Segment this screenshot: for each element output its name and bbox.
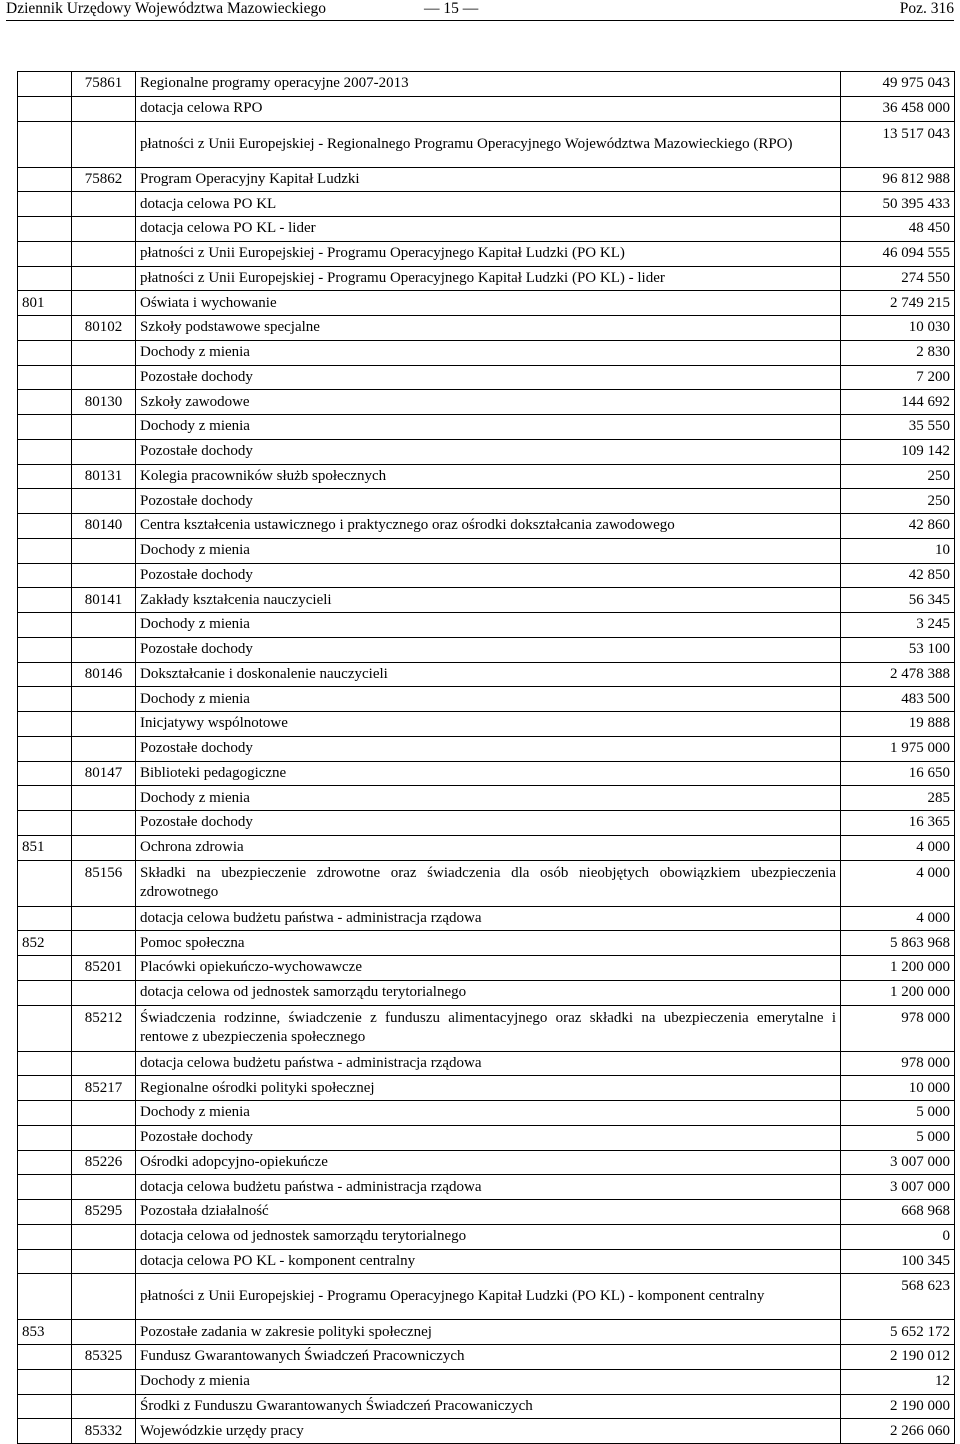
- chapter-code-cell: [72, 121, 136, 167]
- chapter-code-cell: [72, 365, 136, 390]
- chapter-code-cell: 85332: [72, 1419, 136, 1444]
- table-row: [18, 811, 955, 836]
- table-row: [18, 439, 955, 464]
- amount-cell: 483 500: [841, 687, 955, 712]
- chapter-code-cell: [72, 266, 136, 291]
- description-cell: Dochody z mienia: [136, 538, 841, 563]
- amount-cell: 10 030: [841, 316, 955, 341]
- section-code-cell: [18, 1369, 72, 1394]
- section-code-cell: [18, 96, 72, 121]
- amount-cell: 56 345: [841, 588, 955, 613]
- chapter-code-cell: [72, 1224, 136, 1249]
- table-row: [18, 365, 955, 390]
- description-cell: Oświata i wychowanie: [136, 291, 841, 316]
- amount-cell: 1 975 000: [841, 736, 955, 761]
- amount-cell: 5 863 968: [841, 931, 955, 956]
- description-cell: Kolegia pracowników służb społecznych: [136, 464, 841, 489]
- chapter-code-cell: [72, 1175, 136, 1200]
- section-code-cell: [18, 906, 72, 931]
- description-cell: Szkoły zawodowe: [136, 390, 841, 415]
- table-row: [18, 538, 955, 563]
- amount-cell: 16 365: [841, 811, 955, 836]
- chapter-code-cell: 85212: [72, 1005, 136, 1051]
- chapter-code-cell: [72, 637, 136, 662]
- section-code-cell: [18, 1150, 72, 1175]
- journal-title: Dziennik Urzędowy Województwa Mazowieckiego: [6, 0, 326, 17]
- table-row: [18, 906, 955, 931]
- amount-cell: 5 000: [841, 1101, 955, 1126]
- amount-cell: 12: [841, 1369, 955, 1394]
- section-code-cell: [18, 712, 72, 737]
- chapter-code-cell: [72, 1249, 136, 1274]
- table-row: [18, 736, 955, 761]
- chapter-code-cell: [72, 786, 136, 811]
- chapter-code-cell: 80140: [72, 514, 136, 539]
- amount-cell: 109 142: [841, 439, 955, 464]
- table-row: [18, 1369, 955, 1394]
- section-code-cell: [18, 390, 72, 415]
- table-row: [18, 1005, 955, 1051]
- table-row: [18, 1125, 955, 1150]
- table-row: [18, 712, 955, 737]
- section-code-cell: [18, 1249, 72, 1274]
- amount-cell: 5 652 172: [841, 1320, 955, 1345]
- description-cell: Pozostałe dochody: [136, 439, 841, 464]
- amount-cell: 274 550: [841, 266, 955, 291]
- amount-cell: 42 860: [841, 514, 955, 539]
- description-cell: dotacja celowa budżetu państwa - administracja rządowa: [136, 906, 841, 931]
- table-row: [18, 72, 955, 97]
- amount-cell: 4 000: [841, 835, 955, 860]
- description-cell: Dochody z mienia: [136, 687, 841, 712]
- description-cell: Ośrodki adopcyjno-opiekuńcze: [136, 1150, 841, 1175]
- table-row: [18, 860, 955, 906]
- section-code-cell: [18, 365, 72, 390]
- chapter-code-cell: [72, 1101, 136, 1126]
- section-code-cell: [18, 217, 72, 242]
- table-row: [18, 835, 955, 860]
- table-row: [18, 1150, 955, 1175]
- amount-cell: 4 000: [841, 906, 955, 931]
- amount-cell: 3 007 000: [841, 1150, 955, 1175]
- table-row: [18, 786, 955, 811]
- amount-cell: 3 245: [841, 613, 955, 638]
- section-code-cell: 851: [18, 835, 72, 860]
- chapter-code-cell: [72, 712, 136, 737]
- section-code-cell: [18, 1274, 72, 1320]
- description-cell: Ochrona zdrowia: [136, 835, 841, 860]
- description-cell: Pozostałe dochody: [136, 736, 841, 761]
- chapter-code-cell: [72, 931, 136, 956]
- table-row: [18, 1394, 955, 1419]
- table-row: [18, 217, 955, 242]
- description-cell: Dochody z mienia: [136, 340, 841, 365]
- amount-cell: 285: [841, 786, 955, 811]
- section-code-cell: [18, 588, 72, 613]
- chapter-code-cell: 80131: [72, 464, 136, 489]
- description-cell: Pozostałe dochody: [136, 489, 841, 514]
- table-row: [18, 167, 955, 192]
- table-row: [18, 761, 955, 786]
- chapter-code-cell: [72, 217, 136, 242]
- amount-cell: 10: [841, 538, 955, 563]
- chapter-code-cell: 85201: [72, 956, 136, 981]
- amount-cell: 2 830: [841, 340, 955, 365]
- chapter-code-cell: 85325: [72, 1345, 136, 1370]
- table-row: [18, 340, 955, 365]
- chapter-code-cell: [72, 291, 136, 316]
- description-cell: płatności z Unii Europejskiej - Regionalnego Programu Operacyjnego Województwa Mazowieckiego (RPO): [136, 121, 841, 167]
- description-cell: Dokształcanie i doskonalenie nauczycieli: [136, 662, 841, 687]
- section-code-cell: [18, 613, 72, 638]
- chapter-code-cell: [72, 340, 136, 365]
- table-row: [18, 956, 955, 981]
- chapter-code-cell: 85226: [72, 1150, 136, 1175]
- description-cell: Placówki opiekuńczo-wychowawcze: [136, 956, 841, 981]
- section-code-cell: [18, 121, 72, 167]
- amount-cell: 49 975 043: [841, 72, 955, 97]
- section-code-cell: [18, 1345, 72, 1370]
- description-cell: Pozostałe dochody: [136, 1125, 841, 1150]
- section-code-cell: [18, 538, 72, 563]
- section-code-cell: [18, 241, 72, 266]
- chapter-code-cell: [72, 1125, 136, 1150]
- amount-cell: 5 000: [841, 1125, 955, 1150]
- section-code-cell: [18, 514, 72, 539]
- table-row: [18, 1320, 955, 1345]
- section-code-cell: [18, 1224, 72, 1249]
- amount-cell: 100 345: [841, 1249, 955, 1274]
- table-row: [18, 931, 955, 956]
- section-code-cell: [18, 192, 72, 217]
- table-row: [18, 390, 955, 415]
- description-cell: dotacja celowa PO KL - lider: [136, 217, 841, 242]
- amount-cell: 144 692: [841, 390, 955, 415]
- section-code-cell: 852: [18, 931, 72, 956]
- table-row: [18, 1345, 955, 1370]
- chapter-code-cell: [72, 1369, 136, 1394]
- section-code-cell: [18, 1005, 72, 1051]
- description-cell: Środki z Funduszu Gwarantowanych Świadczeń Pracowaniczych: [136, 1394, 841, 1419]
- chapter-code-cell: [72, 736, 136, 761]
- amount-cell: 46 094 555: [841, 241, 955, 266]
- chapter-code-cell: 80130: [72, 390, 136, 415]
- amount-cell: 19 888: [841, 712, 955, 737]
- section-code-cell: [18, 736, 72, 761]
- section-code-cell: [18, 1394, 72, 1419]
- chapter-code-cell: [72, 563, 136, 588]
- table-row: [18, 613, 955, 638]
- description-cell: dotacja celowa budżetu państwa - administracja rządowa: [136, 1175, 841, 1200]
- chapter-code-cell: [72, 1051, 136, 1076]
- description-cell: Pozostałe zadania w zakresie polityki społecznej: [136, 1320, 841, 1345]
- amount-cell: 96 812 988: [841, 167, 955, 192]
- description-cell: Pozostałe dochody: [136, 365, 841, 390]
- chapter-code-cell: [72, 687, 136, 712]
- chapter-code-cell: [72, 1394, 136, 1419]
- table-row: [18, 514, 955, 539]
- description-cell: Dochody z mienia: [136, 415, 841, 440]
- chapter-code-cell: 80102: [72, 316, 136, 341]
- table-row: [18, 563, 955, 588]
- table-row: [18, 1051, 955, 1076]
- table-row: [18, 241, 955, 266]
- description-cell: Fundusz Gwarantowanych Świadczeń Pracowniczych: [136, 1345, 841, 1370]
- chapter-code-cell: [72, 96, 136, 121]
- description-cell: dotacja celowa od jednostek samorządu terytorialnego: [136, 980, 841, 1005]
- position-number: Poz. 316: [899, 0, 954, 17]
- chapter-code-cell: 80147: [72, 761, 136, 786]
- section-code-cell: [18, 167, 72, 192]
- description-cell: Regionalne ośrodki polityki społecznej: [136, 1076, 841, 1101]
- section-code-cell: [18, 662, 72, 687]
- description-cell: Regionalne programy operacyjne 2007-2013: [136, 72, 841, 97]
- section-code-cell: [18, 860, 72, 906]
- table-row: [18, 980, 955, 1005]
- description-cell: dotacja celowa RPO: [136, 96, 841, 121]
- amount-cell: 1 200 000: [841, 980, 955, 1005]
- chapter-code-cell: [72, 192, 136, 217]
- table-row: [18, 266, 955, 291]
- amount-cell: 4 000: [841, 860, 955, 906]
- chapter-code-cell: 75862: [72, 167, 136, 192]
- amount-cell: 2 190 000: [841, 1394, 955, 1419]
- description-cell: Świadczenia rodzinne, świadczenie z funduszu alimentacyjnego oraz składki na ubezpieczenia emerytalne i rentowe z ubezpieczenia społecznego: [136, 1005, 841, 1051]
- section-code-cell: [18, 340, 72, 365]
- section-code-cell: [18, 1051, 72, 1076]
- chapter-code-cell: 80146: [72, 662, 136, 687]
- amount-cell: 36 458 000: [841, 96, 955, 121]
- table-row: [18, 1224, 955, 1249]
- table-row: [18, 96, 955, 121]
- description-cell: dotacja celowa PO KL: [136, 192, 841, 217]
- description-cell: Pozostałe dochody: [136, 637, 841, 662]
- chapter-code-cell: [72, 811, 136, 836]
- description-cell: Centra kształcenia ustawicznego i praktycznego oraz ośrodki dokształcania zawodowego: [136, 514, 841, 539]
- description-cell: dotacja celowa PO KL - komponent centralny: [136, 1249, 841, 1274]
- amount-cell: 2 190 012: [841, 1345, 955, 1370]
- section-code-cell: [18, 761, 72, 786]
- section-code-cell: [18, 956, 72, 981]
- description-cell: Program Operacyjny Kapitał Ludzki: [136, 167, 841, 192]
- section-code-cell: [18, 1125, 72, 1150]
- amount-cell: 35 550: [841, 415, 955, 440]
- section-code-cell: [18, 1200, 72, 1225]
- amount-cell: 250: [841, 489, 955, 514]
- description-cell: płatności z Unii Europejskiej - Programu Operacyjnego Kapitał Ludzki (PO KL) - lider: [136, 266, 841, 291]
- amount-cell: 48 450: [841, 217, 955, 242]
- section-code-cell: [18, 563, 72, 588]
- description-cell: Pozostałe dochody: [136, 811, 841, 836]
- amount-cell: 978 000: [841, 1005, 955, 1051]
- chapter-code-cell: [72, 538, 136, 563]
- amount-cell: 2 478 388: [841, 662, 955, 687]
- table-row: [18, 687, 955, 712]
- chapter-code-cell: [72, 415, 136, 440]
- description-cell: Wojewódzkie urzędy pracy: [136, 1419, 841, 1444]
- table-row: [18, 1274, 955, 1320]
- chapter-code-cell: 85217: [72, 1076, 136, 1101]
- description-cell: Dochody z mienia: [136, 613, 841, 638]
- description-cell: Inicjatywy wspólnotowe: [136, 712, 841, 737]
- amount-cell: 0: [841, 1224, 955, 1249]
- table-row: [18, 662, 955, 687]
- table-row: [18, 489, 955, 514]
- table-row: [18, 415, 955, 440]
- table-row: [18, 1076, 955, 1101]
- section-code-cell: 801: [18, 291, 72, 316]
- description-cell: Szkoły podstawowe specjalne: [136, 316, 841, 341]
- section-code-cell: [18, 687, 72, 712]
- description-cell: Dochody z mienia: [136, 786, 841, 811]
- section-code-cell: [18, 266, 72, 291]
- amount-cell: 1 200 000: [841, 956, 955, 981]
- section-code-cell: 853: [18, 1320, 72, 1345]
- table-row: [18, 291, 955, 316]
- section-code-cell: [18, 1101, 72, 1126]
- description-cell: dotacja celowa budżetu państwa - administracja rządowa: [136, 1051, 841, 1076]
- table-row: [18, 1175, 955, 1200]
- amount-cell: 2 266 060: [841, 1419, 955, 1444]
- section-code-cell: [18, 72, 72, 97]
- amount-cell: 668 968: [841, 1200, 955, 1225]
- section-code-cell: [18, 316, 72, 341]
- chapter-code-cell: [72, 489, 136, 514]
- table-row: [18, 464, 955, 489]
- amount-cell: 2 749 215: [841, 291, 955, 316]
- chapter-code-cell: 80141: [72, 588, 136, 613]
- section-code-cell: [18, 811, 72, 836]
- table-row: [18, 637, 955, 662]
- description-cell: Dochody z mienia: [136, 1369, 841, 1394]
- chapter-code-cell: 75861: [72, 72, 136, 97]
- section-code-cell: [18, 415, 72, 440]
- page-header: [6, 0, 954, 21]
- amount-cell: 10 000: [841, 1076, 955, 1101]
- table-row: [18, 1200, 955, 1225]
- section-code-cell: [18, 489, 72, 514]
- description-cell: Pomoc społeczna: [136, 931, 841, 956]
- description-cell: Biblioteki pedagogiczne: [136, 761, 841, 786]
- chapter-code-cell: [72, 980, 136, 1005]
- chapter-code-cell: 85156: [72, 860, 136, 906]
- table-row: [18, 192, 955, 217]
- description-cell: Składki na ubezpieczenie zdrowotne oraz świadczenia dla osób nieobjętych obowiązkiem ubezpieczenia zdrowotnego: [136, 860, 841, 906]
- section-code-cell: [18, 980, 72, 1005]
- amount-cell: 50 395 433: [841, 192, 955, 217]
- description-cell: płatności z Unii Europejskiej - Programu Operacyjnego Kapitał Ludzki (PO KL): [136, 241, 841, 266]
- amount-cell: 568 623: [841, 1274, 955, 1320]
- table-row: [18, 316, 955, 341]
- chapter-code-cell: 85295: [72, 1200, 136, 1225]
- amount-cell: 978 000: [841, 1051, 955, 1076]
- section-code-cell: [18, 786, 72, 811]
- amount-cell: 3 007 000: [841, 1175, 955, 1200]
- section-code-cell: [18, 439, 72, 464]
- amount-cell: 250: [841, 464, 955, 489]
- chapter-code-cell: [72, 1320, 136, 1345]
- table-row: [18, 588, 955, 613]
- description-cell: Zakłady kształcenia nauczycieli: [136, 588, 841, 613]
- table-body: [18, 72, 955, 1444]
- chapter-code-cell: [72, 906, 136, 931]
- amount-cell: 7 200: [841, 365, 955, 390]
- chapter-code-cell: [72, 241, 136, 266]
- amount-cell: 16 650: [841, 761, 955, 786]
- amount-cell: 42 850: [841, 563, 955, 588]
- chapter-code-cell: [72, 835, 136, 860]
- description-cell: Pozostałe dochody: [136, 563, 841, 588]
- section-code-cell: [18, 1175, 72, 1200]
- description-cell: dotacja celowa od jednostek samorządu terytorialnego: [136, 1224, 841, 1249]
- chapter-code-cell: [72, 613, 136, 638]
- description-cell: Pozostała działalność: [136, 1200, 841, 1225]
- chapter-code-cell: [72, 1274, 136, 1320]
- description-cell: Dochody z mienia: [136, 1101, 841, 1126]
- page-number: — 15 —: [424, 0, 479, 17]
- table-row: [18, 1101, 955, 1126]
- chapter-code-cell: [72, 439, 136, 464]
- amount-cell: 53 100: [841, 637, 955, 662]
- budget-income-table: [17, 71, 955, 1444]
- description-cell: płatności z Unii Europejskiej - Programu Operacyjnego Kapitał Ludzki (PO KL) - komponent centralny: [136, 1274, 841, 1320]
- table-row: [18, 1249, 955, 1274]
- section-code-cell: [18, 464, 72, 489]
- section-code-cell: [18, 637, 72, 662]
- table-row: [18, 121, 955, 167]
- amount-cell: 13 517 043: [841, 121, 955, 167]
- section-code-cell: [18, 1076, 72, 1101]
